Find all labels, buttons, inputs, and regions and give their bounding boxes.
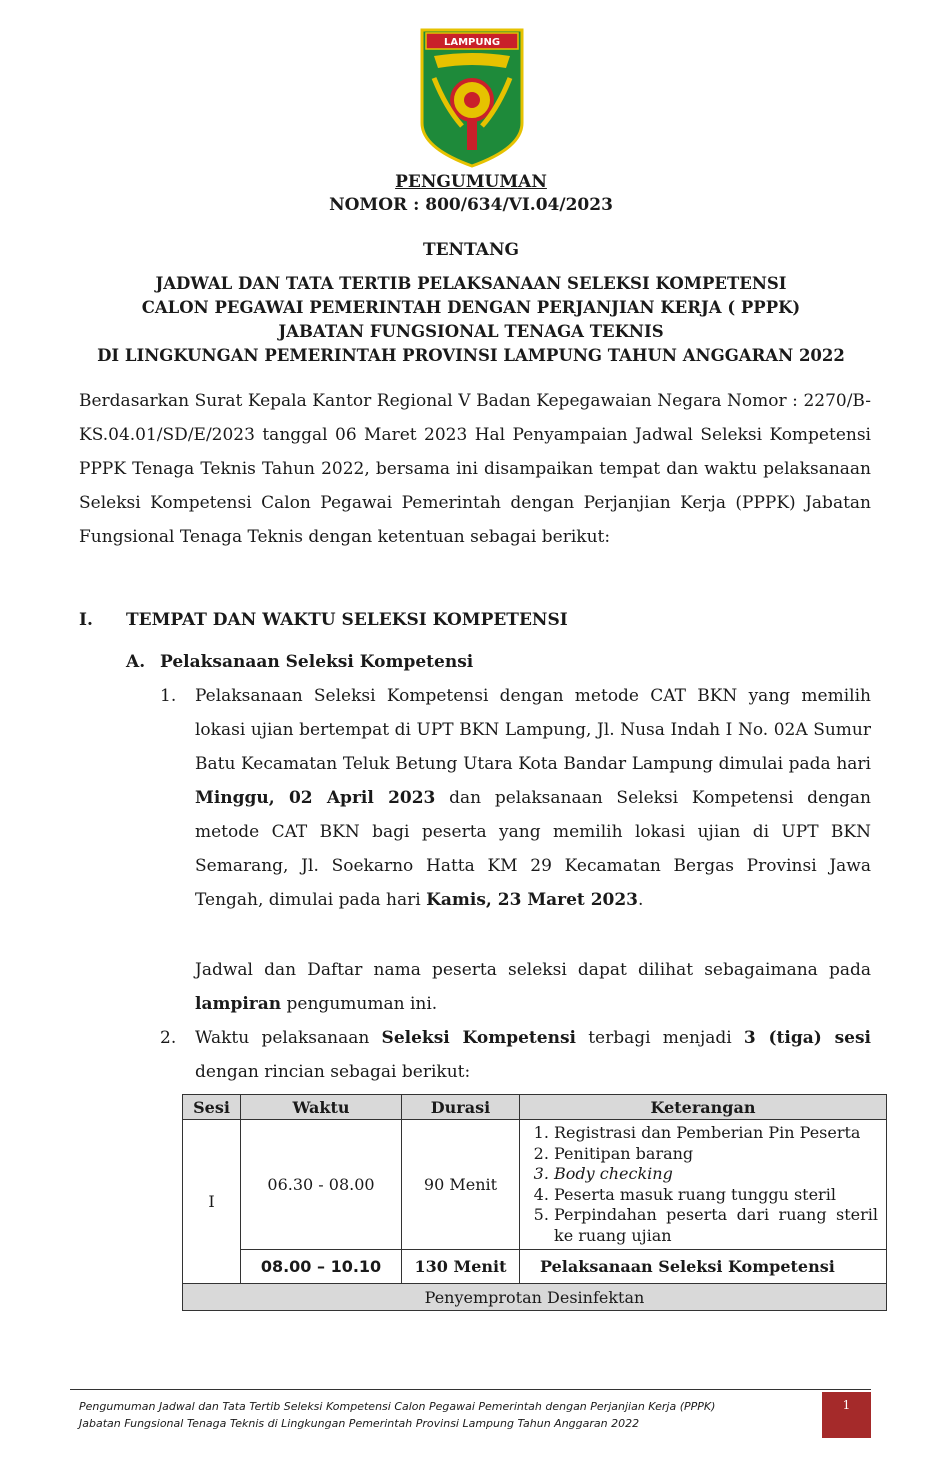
disinfect-row: Penyemprotan Desinfektan	[183, 1284, 887, 1311]
item-1-text: Pelaksanaan Seleksi Kompetensi dengan metode CAT BKN yang memilih lokasi ujian bertempat di UPT BKN Lampung, Jl. Nusa Indah I No. 02A Sumur Batu Kecamatan Teluk Betung Utara Kota Bandar Lampung dimulai pada hari Minggu, 02 April 2023 dan pelaksanaan Seleksi Kompetensi dengan metode CAT BKN bagi peserta yang memilih lokasi ujian di UPT BKN Semarang, Jl. Soekarno Hatta KM 29 Kecamatan Bergas Provinsi Jawa Tengah, dimulai pada hari Kamis, 23 Maret 2023.	[195, 686, 871, 910]
list-item: 1. Registrasi dan Pemberian Pin Peserta	[554, 1123, 878, 1144]
heading-line: JABATAN FUNGSIONAL TENAGA TEKNIS	[278, 322, 664, 341]
time-cell: 08.00 – 10.10	[241, 1250, 402, 1284]
table-row	[183, 1284, 887, 1311]
intro-paragraph: Berdasarkan Surat Kepala Kantor Regional V Badan Kepegawaian Negara Nomor : 2270/B-KS.04.01/SD/E/2023 tanggal 06 Maret 2023 Hal Penyampaian Jadwal Seleksi Kompetensi PPPK Tenaga Teknis Tahun 2022, bersama ini disampaikan tempat dan waktu pelaksanaan Seleksi Kompetensi Calon Pegawai Pemerintah dengan Perjanjian Kerja (PPPK) Jabatan Fungsional Tenaga Teknis dengan ketentuan sebagai berikut:	[79, 391, 871, 547]
list-item: 5. Perpindahan peserta dari ruang steril ke ruang ujian	[554, 1205, 878, 1246]
table-header: Durasi	[402, 1095, 520, 1120]
notes-cell	[520, 1120, 887, 1250]
heading-line: CALON PEGAWAI PEMERINTAH DENGAN PERJANJIAN KERJA ( PPPK)	[141, 298, 801, 317]
notes-cell: Pelaksanaan Seleksi Kompetensi	[520, 1250, 887, 1284]
session-cell: I	[183, 1120, 241, 1284]
table-row	[183, 1120, 887, 1250]
document-heading	[0, 272, 942, 368]
subsection-title: Pelaksanaan Seleksi Kompetensi	[160, 652, 474, 672]
table-header: Sesi	[183, 1095, 241, 1120]
list-item: 3. Body checking	[554, 1164, 878, 1185]
page-number: 1	[822, 1392, 871, 1438]
document-title: PENGUMUMAN	[395, 172, 547, 192]
footer-text: Pengumuman Jadwal dan Tata Tertib Seleksi Kompetensi Calon Pegawai Pemerintah dengan Perjanjian Kerja (PPPK) Jabatan Fungsional Tenaga Teknis di Lingkungan Pemerintah Provinsi Lampung Tahun Anggaran 2022	[79, 1400, 716, 1430]
heading-line: DI LINGKUNGAN PEMERINTAH PROVINSI LAMPUNG TAHUN ANGGARAN 2022	[97, 346, 845, 365]
list-item: 4. Peserta masuk ruang tunggu steril	[554, 1185, 878, 1206]
duration-cell: 90 Menit	[402, 1120, 520, 1250]
item-1-note: Jadwal dan Daftar nama peserta seleksi dapat dilihat sebagaimana pada lampiran pengumuman ini.	[195, 960, 871, 1014]
heading-line: JADWAL DAN TATA TERTIB PELAKSANAAN SELEKSI KOMPETENSI	[155, 274, 787, 293]
table-row	[183, 1250, 887, 1284]
duration-cell: 130 Menit	[402, 1250, 520, 1284]
lampung-emblem	[420, 28, 524, 168]
list-item: 2. Penitipan barang	[554, 1144, 878, 1165]
subsection-number: A.	[126, 652, 146, 672]
document-number: NOMOR : 800/634/VI.04/2023	[329, 195, 613, 215]
logo-text: LAMPUNG	[443, 37, 501, 48]
table-header: Waktu	[241, 1095, 402, 1120]
item-2-text: Waktu pelaksanaan Seleksi Kompetensi terbagi menjadi 3 (tiga) sesi dengan rincian sebagai berikut:	[195, 1028, 871, 1082]
item-number: 2.	[160, 1028, 177, 1048]
time-cell: 06.30 - 08.00	[241, 1120, 402, 1250]
table-header: Keterangan	[520, 1095, 887, 1120]
item-number: 1.	[160, 686, 177, 706]
section-number: I.	[79, 610, 93, 630]
tentang-label: TENTANG	[422, 240, 520, 260]
table-header-row	[183, 1095, 887, 1120]
footer-rule	[70, 1389, 871, 1390]
section-title: TEMPAT DAN WAKTU SELEKSI KOMPETENSI	[126, 610, 568, 630]
session-table	[182, 1094, 887, 1311]
